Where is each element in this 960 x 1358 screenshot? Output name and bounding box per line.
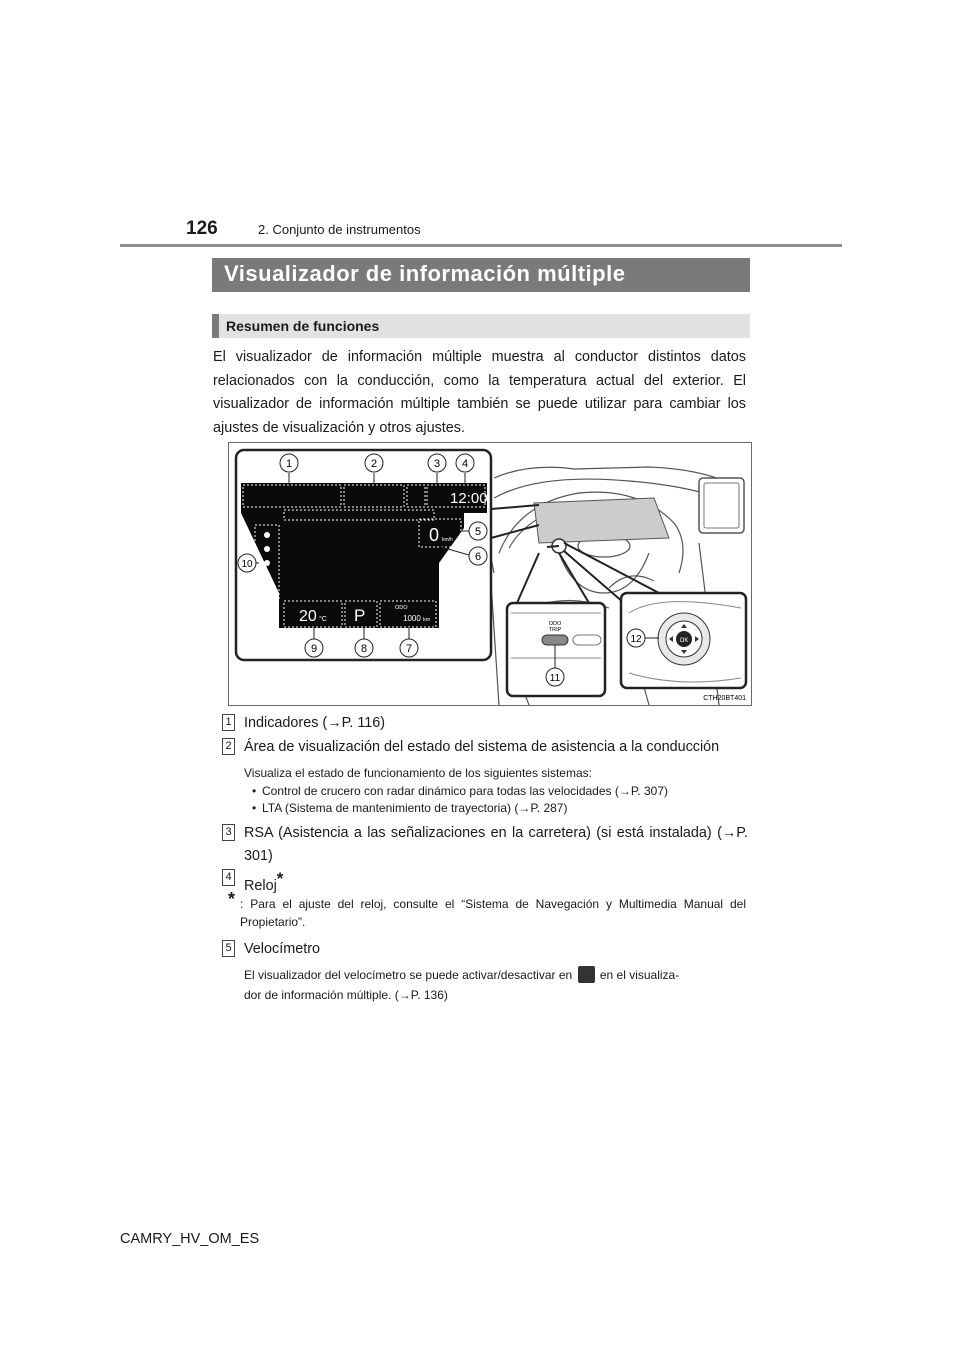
item-title: RSA (Asistencia a las señalizaciones en la carretera) (si está instalada) (→P. 301) [244,825,748,864]
svg-text:7: 7 [405,643,413,655]
svg-text:1: 1 [285,458,293,470]
center-screen [699,478,744,533]
speed-unit-text: km/h [442,537,453,543]
odo-trip-button [542,635,568,645]
header-rule [120,244,842,247]
callout-7 [400,639,418,657]
footnote-star: * [228,889,236,909]
footer-document-code: CAMRY_HV_OM_ES [120,1231,260,1247]
callout-8 [355,639,373,657]
item-number-box: 4 [222,869,235,886]
callout-10 [238,554,256,572]
item-1 [222,712,748,736]
settings-gear-icon [578,966,595,983]
odo-label-text: ODO [395,605,408,611]
callout-11 [546,668,564,686]
item-2 [222,736,748,816]
callout-12 [627,629,645,647]
svg-text:4: 4 [461,458,469,470]
steering-switch-inset [621,593,746,688]
callout-4 [456,454,474,472]
clock-text: 12:00 [450,490,488,507]
temperature-text: 20 [299,608,317,625]
footnote-text: : Para el ajuste del reloj, consulte el “Sistema de Navegación y Multimedia Manual del Propietario”. [240,897,746,929]
svg-text:6: 6 [474,551,482,563]
section-title: Visualizador de información múltiple [224,261,626,286]
temperature-unit-text: °C [319,616,327,623]
intro-paragraph: El visualizador de información múltiple muestra al conductor distintos datos relacionados con la conducción, como la temperatura actual del exterior. El visualizador de información múltiple también se puede utilizar para cambiar los ajustes de visualización y otros ajustes. [213,349,746,436]
bullet-item: • Control de crucero con radar dinámico para todas las velocidades (→P. 307) [262,782,668,801]
odo-value-text: 1000 [403,614,421,623]
callout-6 [469,547,487,565]
svg-text:2: 2 [370,458,378,470]
gear-text: P [354,606,366,625]
subsection-banner [212,314,750,338]
callout-9 [305,639,323,657]
desc-part-b: en el visualiza- [599,968,680,982]
cluster-callout-box [236,450,491,660]
instrument-cluster-figure [228,442,752,706]
desc-part-a: El visualizador del velocímetro se puede activar/desactivar en [244,968,573,982]
callout-5 [469,522,487,540]
item-5 [222,938,748,1008]
odo-unit-text: km [423,617,431,623]
svg-text:9: 9 [310,643,318,655]
chapter-title: 2. Conjunto de instrumentos [258,222,421,237]
subsection-title: Resumen de funciones [226,318,380,334]
callout-2 [365,454,383,472]
speed-text: 0 [429,525,440,545]
svg-text:5: 5 [474,526,482,538]
callout-3 [428,454,446,472]
item-title: Velocímetro [244,941,320,957]
page-number: 126 [186,218,218,239]
figure-code: CTH20BT401 [703,695,746,702]
item-description-cont: dor de información múltiple. (→P. 136) [244,988,448,1002]
item-title-text: Reloj [244,877,277,894]
item-title: Indicadores (→P. 116) [244,715,386,731]
svg-text:11: 11 [549,673,561,684]
switch-label-odo: ODO [548,621,562,627]
item-title [244,867,748,898]
item-3 [222,822,748,868]
item-number-box: 3 [222,824,235,841]
item-number-box: 2 [222,738,235,755]
svg-text:3: 3 [433,458,441,470]
item-description: Visualiza el estado de funcionamiento de los siguientes sistemas: [244,766,592,780]
item-title: Área de visualización del estado del sistema de asistencia a la conducción [244,739,720,755]
switch-label-trip: TRIP [548,627,562,633]
bullet-item: • LTA (Sistema de mantenimiento de trayectoria) (→P. 287) [262,799,567,818]
item-4 [222,867,748,893]
svg-text:12: 12 [630,634,642,645]
odo-trip-switch-inset [507,603,605,696]
item-description [244,966,748,985]
footnote-mark: * [276,869,284,888]
ok-button-label: OK [679,638,689,644]
subsection-bar [212,314,219,338]
svg-text:8: 8 [360,643,368,655]
item-number-box: 5 [222,940,235,957]
svg-text:10: 10 [241,559,253,570]
section-banner [212,258,750,292]
item-number-box: 1 [222,714,235,731]
callout-1 [280,454,298,472]
